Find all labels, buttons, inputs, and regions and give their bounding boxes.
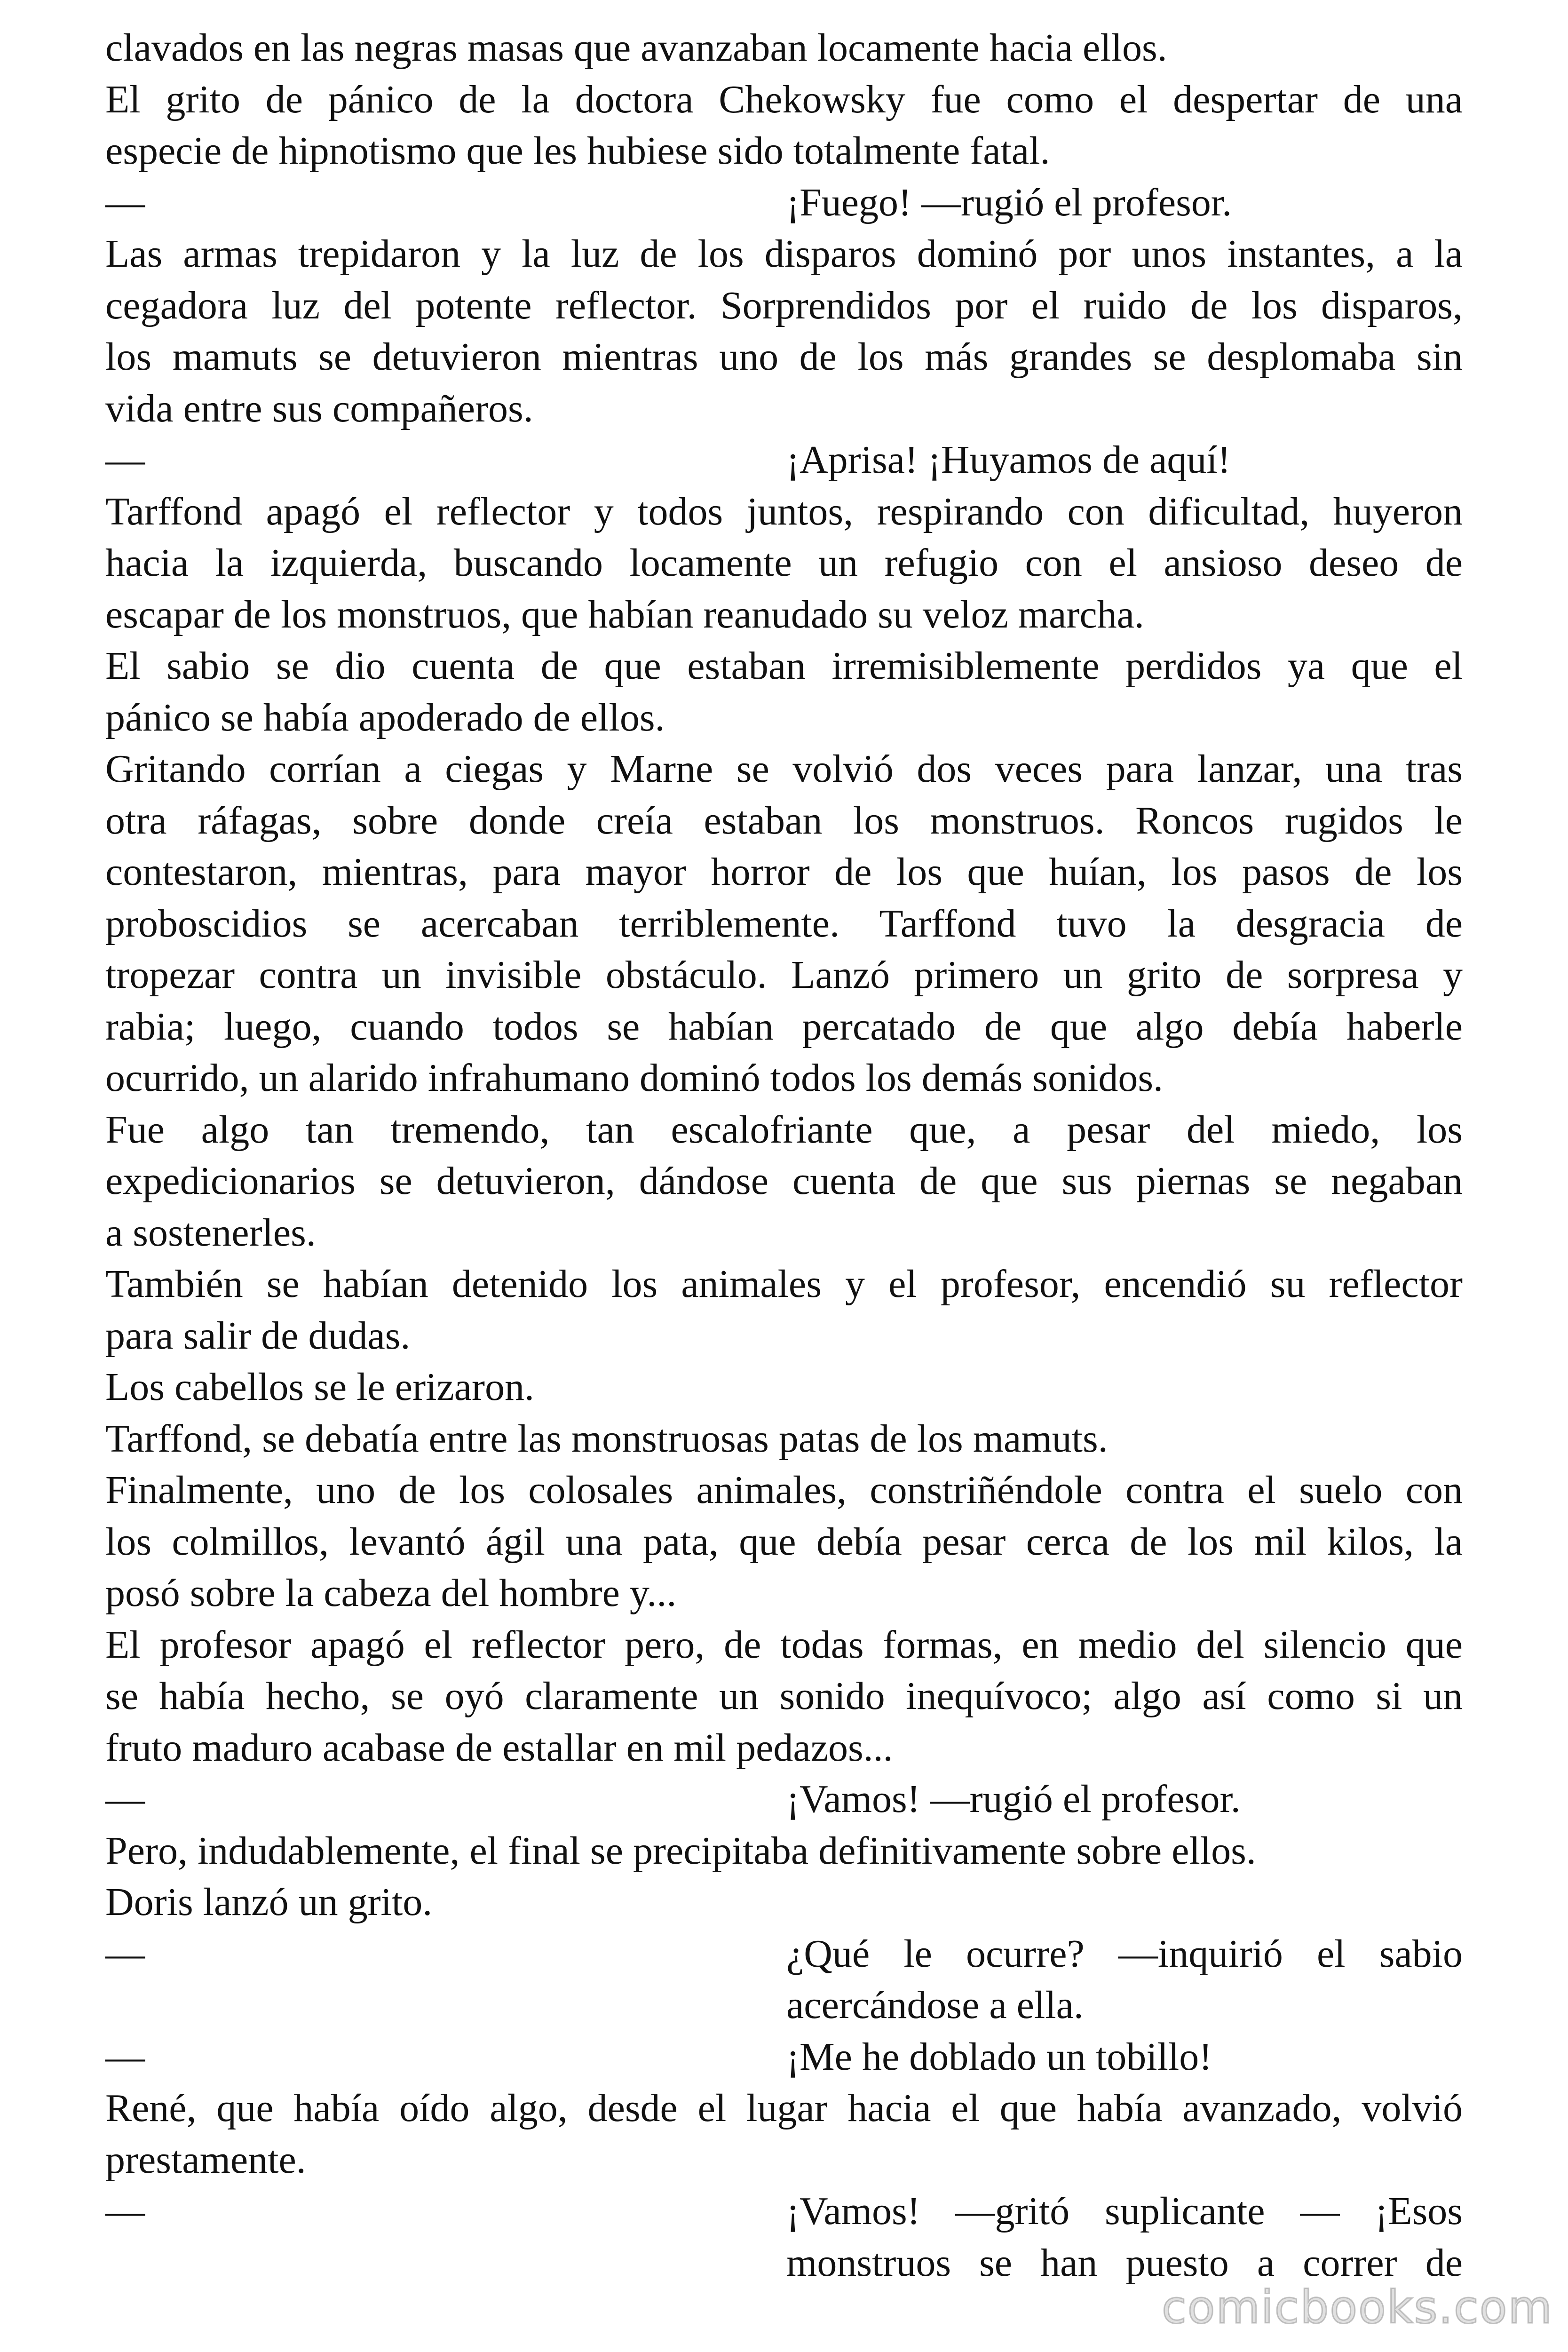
- paragraph-line: escapar de los monstruos, que habían reanudado su veloz marcha.: [105, 592, 1144, 636]
- paragraph-line: los colmillos, levantó ágil una pata, que debía pesar cerca de los mil kilos, la: [105, 1519, 1463, 1564]
- paragraph-line: proboscidios se acercaban terriblemente. Tarffond tuvo la desgracia de: [105, 901, 1463, 946]
- paragraph-line: se había hecho, se oyó claramente un sonido inequívoco; algo así como si un: [105, 1674, 1463, 1718]
- dialogue-line: ¡Aprisa! ¡Huyamos de aquí!: [786, 438, 1231, 482]
- paragraph-line: Gritando corrían a ciegas y Marne se volvió dos veces para lanzar, una tras: [105, 747, 1463, 791]
- paragraph-line: pánico se había apoderado de ellos.: [105, 695, 665, 739]
- dialogue-line: ¡Fuego! —rugió el profesor.: [786, 180, 1232, 224]
- paragraph-line: Finalmente, uno de los colosales animales, constriñéndole contra el suelo con: [105, 1468, 1463, 1512]
- paragraph-line: vida entre sus compañeros.: [105, 386, 533, 430]
- paragraph-line: fruto maduro acabase de estallar en mil pedazos...: [105, 1725, 893, 1770]
- paragraph-line: El sabio se dio cuenta de que estaban irremisiblemente perdidos ya que el: [105, 644, 1463, 688]
- paragraph-line: otra ráfagas, sobre donde creía estaban los monstruos. Roncos rugidos le: [105, 798, 1463, 842]
- dialogue-line: ¡Vamos! —gritó suplicante — ¡Esos: [786, 2189, 1463, 2233]
- paragraph-line: tropezar contra un invisible obstáculo. Lanzó primero un grito de sorpresa y: [105, 953, 1463, 997]
- watermark-text: comicbooks.com: [1162, 2281, 1553, 2334]
- paragraph-line: rabia; luego, cuando todos se habían percatado de que algo debía haberle: [105, 1004, 1463, 1049]
- dialogue-line: monstruos se han puesto a correr de: [786, 2241, 1463, 2285]
- dialogue-dash: —: [105, 1777, 145, 1821]
- paragraph-line: Los cabellos se le erizaron.: [105, 1365, 534, 1409]
- paragraph-line: Pero, indudablemente, el final se precipitaba definitivamente sobre ellos.: [105, 1828, 1256, 1873]
- paragraph-line: posó sobre la cabeza del hombre y...: [105, 1571, 677, 1615]
- paragraph-line: ocurrido, un alarido infrahumano dominó todos los demás sonidos.: [105, 1056, 1164, 1100]
- paragraph-line: Las armas trepidaron y la luz de los disparos dominó por unos instantes, a la: [105, 232, 1463, 276]
- paragraph-line: También se habían detenido los animales y el profesor, encendió su reflector: [105, 1262, 1463, 1306]
- paragraph-line: El grito de pánico de la doctora Chekowsky fue como el despertar de una: [105, 77, 1463, 121]
- paragraph-line: Doris lanzó un grito.: [105, 1880, 433, 1924]
- dialogue-dash: —: [105, 1931, 145, 1976]
- dialogue-dash: —: [105, 2189, 145, 2233]
- paragraph-line: especie de hipnotismo que les hubiese sido totalmente fatal.: [105, 129, 1050, 173]
- dialogue-dash: —: [105, 2034, 145, 2079]
- paragraph-line: El profesor apagó el reflector pero, de todas formas, en medio del silencio que: [105, 1622, 1463, 1667]
- paragraph-line: clavados en las negras masas que avanzaban locamente hacia ellos.: [105, 26, 1167, 70]
- dialogue-dash: —: [105, 180, 145, 224]
- paragraph-line: René, que había oído algo, desde el lugar hacia el que había avanzado, volvió: [105, 2086, 1463, 2130]
- paragraph-line: Tarffond apagó el reflector y todos juntos, respirando con dificultad, huyeron: [105, 489, 1463, 533]
- dialogue-line: ¿Qué le ocurre? —inquirió el sabio: [786, 1931, 1463, 1976]
- paragraph-line: hacia la izquierda, buscando locamente un refugio con el ansioso deseo de: [105, 541, 1463, 585]
- paragraph-line: Fue algo tan tremendo, tan escalofriante que, a pesar del miedo, los: [105, 1107, 1463, 1152]
- dialogue-dash: —: [105, 438, 145, 482]
- paragraph-line: contestaron, mientras, para mayor horror de los que huían, los pasos de los: [105, 850, 1463, 894]
- paragraph-line: los mamuts se detuvieron mientras uno de los más grandes se desplomaba sin: [105, 335, 1463, 379]
- dialogue-line: ¡Vamos! —rugió el profesor.: [786, 1777, 1241, 1821]
- paragraph-line: para salir de dudas.: [105, 1313, 411, 1358]
- dialogue-line: acercándose a ella.: [786, 1983, 1084, 2027]
- paragraph-line: a sostenerles.: [105, 1210, 316, 1255]
- paragraph-line: Tarffond, se debatía entre las monstruosas patas de los mamuts.: [105, 1416, 1108, 1461]
- paragraph-line: cegadora luz del potente reflector. Sorprendidos por el ruido de los disparos,: [105, 283, 1463, 327]
- paragraph-line: expedicionarios se detuvieron, dándose cuenta de que sus piernas se negaban: [105, 1159, 1463, 1203]
- paragraph-line: prestamente.: [105, 2137, 306, 2182]
- dialogue-line: ¡Me he doblado un tobillo!: [786, 2034, 1212, 2079]
